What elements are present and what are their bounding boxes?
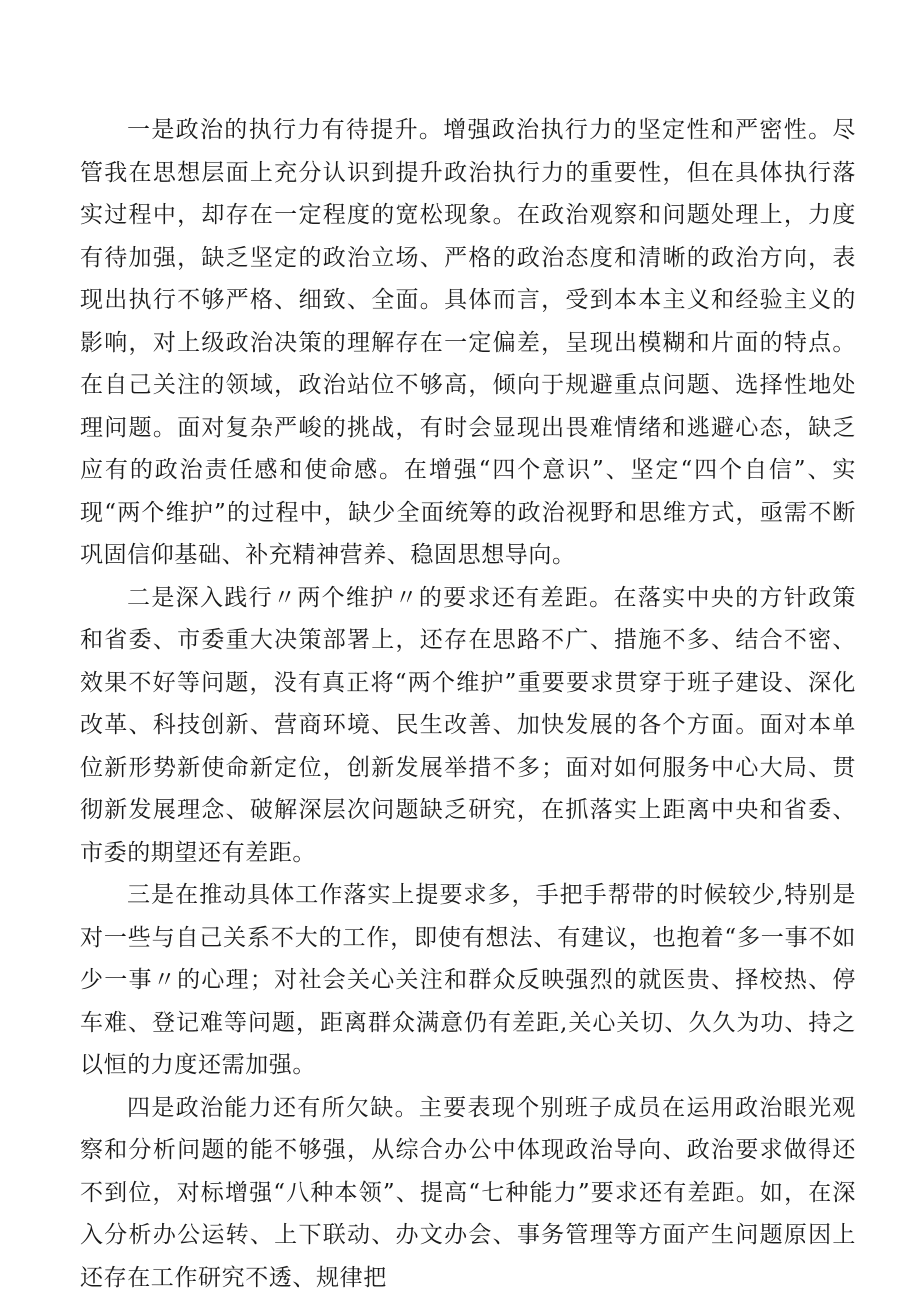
paragraph-1: 一是政治的执行力有待提升。增强政治执行力的坚定性和严密性。尽管我在思想层面上充分认识到提升政治执行力的重要性，但在具体执行落实过程中，却存在一定程度的宽松现象。在政治观察和问题处理上，力度有待加强，缺乏坚定的政治立场、严格的政治态度和清晰的政治方向，表现出执行不够严格、细致、全面。具体而言，受到本本主义和经验主义的影响，对上级政治决策的理解存在一定偏差，呈现出模糊和片面的特点。在自己关注的领域，政治站位不够高，倾向于规避重点问题、选择性地处理问题。面对复杂严峻的挑战，有时会显现出畏难情绪和逃避心态，缺乏应有的政治责任感和使命感。在增强“四个意识”、坚定“四个自信”、实现“两个维护”的过程中，缺少全面统筹的政治视野和思维方式，亟需不断巩固信仰基础、补充精神营养、稳固思想导向。	[80, 117, 856, 568]
paragraph-2: 二是深入践行〃两个维护〃的要求还有差距。在落实中央的方针政策和省委、市委重大决策部署上，还存在思路不广、措施不多、结合不密、效果不好等问题，没有真正将“两个维护”重要要求贯穿于班子建设、深化改革、科技创新、营商环境、民生改善、加快发展的各个方面。面对本单位新形势新使命新定位，创新发展举措不多；面对如何服务中心大局、贯彻新发展理念、破解深层次问题缺乏研究，在抓落实上距离中央和省委、市委的期望还有差距。	[80, 584, 856, 866]
document-body	[80, 109, 856, 1299]
paragraph-4: 四是政治能力还有所欠缺。主要表现个别班子成员在运用政治眼光观察和分析问题的能不够强，从综合办公中体现政治导向、政治要求做得还不到位，对标增强“八种本领”、提高“七种能力”要求还有差距。如，在深入分析办公运转、上下联动、办文办会、事务管理等方面产生问题原因上还存在工作研究不透、规律把	[80, 1094, 856, 1291]
paragraph-3: 三是在推动具体工作落实上提要求多，手把手帮带的时候较少,特别是对一些与自己关系不大的工作，即使有想法、有建议，也抱着“多一事不如少一事〃的心理；对社会关心关注和群众反映强烈的就医贵、择校热、停车难、登记难等问题，距离群众满意仍有差距,关心关切、久久为功、持之以恒的力度还需加强。	[80, 882, 856, 1078]
